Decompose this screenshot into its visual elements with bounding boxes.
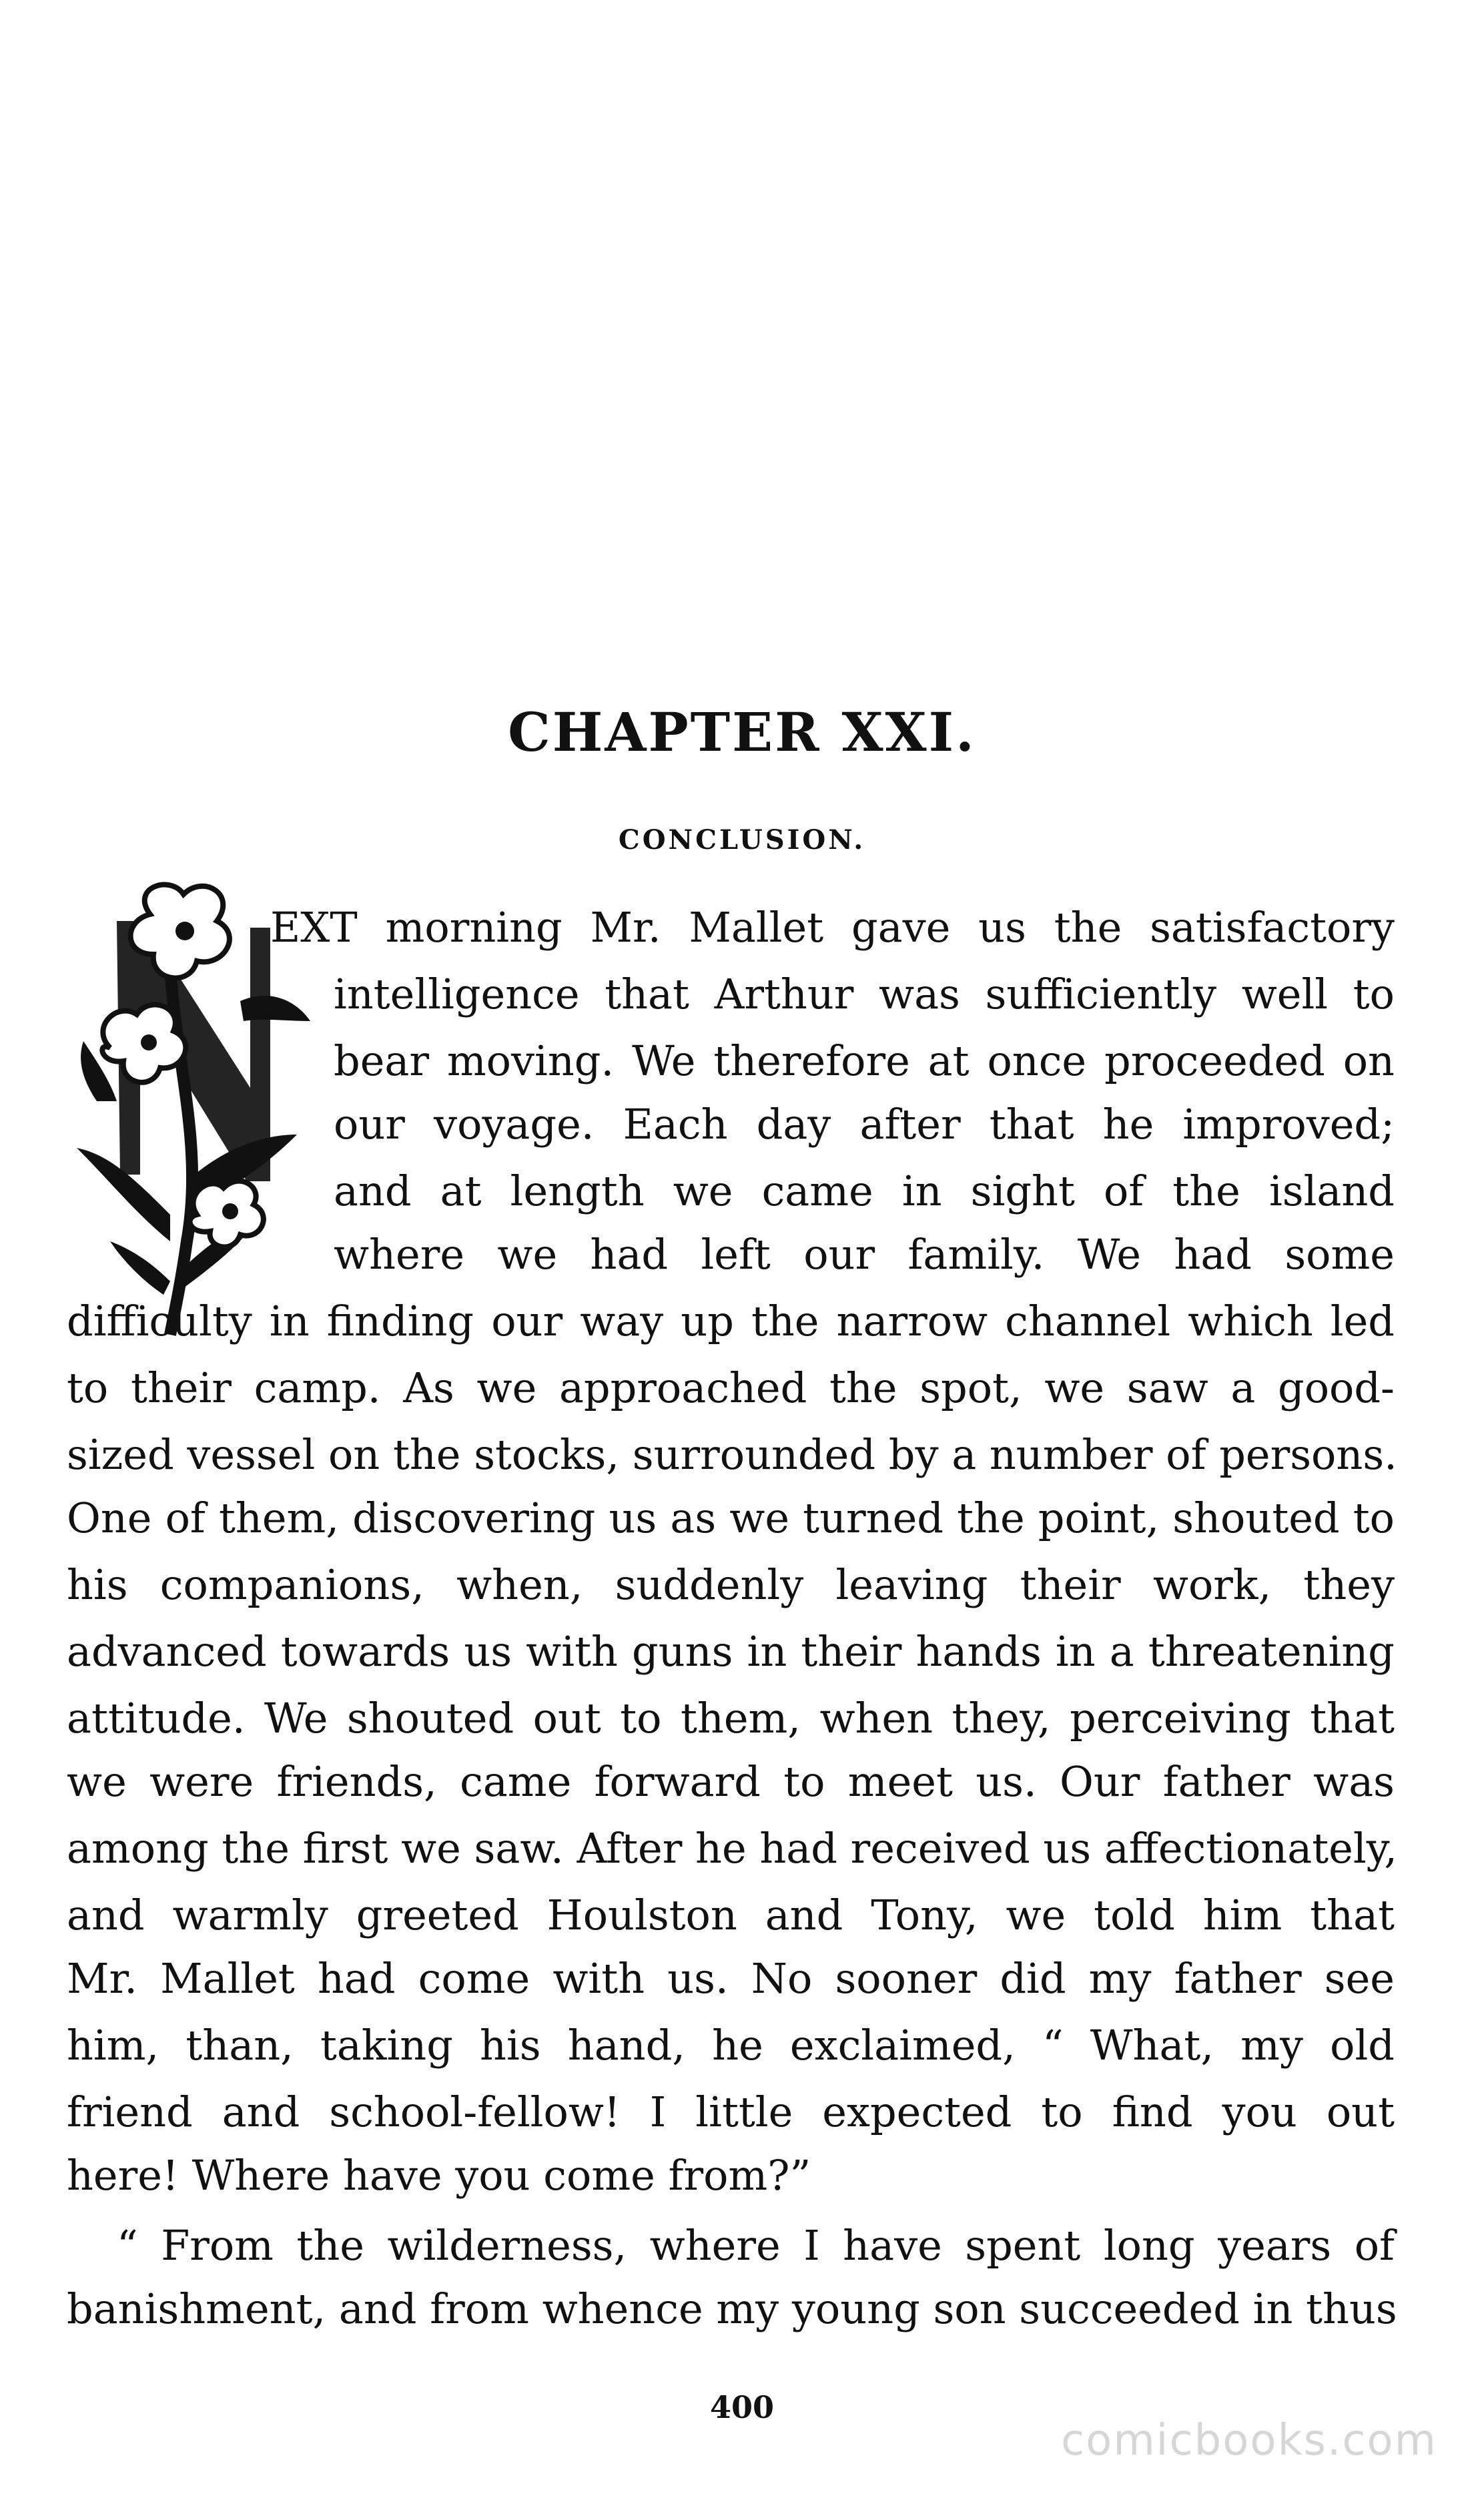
text-line: among the first we saw. After he had received us affectionately, <box>67 1824 1398 1873</box>
text-line: sized vessel on the stocks, surrounded by a number of persons. <box>67 1430 1397 1479</box>
text-line: and at length we came in sight of the island <box>334 1167 1395 1215</box>
text-line: Mr. Mallet had come with us. No sooner did my father see <box>67 1954 1395 2003</box>
text-line: advanced towards us with guns in their hands in a threatening <box>67 1627 1395 1676</box>
text-line: our voyage. Each day after that he improved; <box>334 1100 1395 1149</box>
chapter-title: CHAPTER XXI. <box>508 701 976 763</box>
text-line: friend and school-fellow! I little expected to find you out <box>67 2088 1395 2136</box>
text-line: his companions, when, suddenly leaving their work, they <box>67 1560 1395 1609</box>
text-line: to their camp. As we approached the spot, we saw a good- <box>67 1363 1395 1412</box>
text-line: where we had left our family. We had some <box>334 1230 1395 1279</box>
text-line: banishment, and from whence my young son succeeded in thus <box>67 2284 1397 2333</box>
page-number: 400 <box>709 2389 775 2425</box>
text-line: him, than, taking his hand, he exclaimed, “ What, my old <box>67 2021 1395 2070</box>
text-line: here! Where have you come from?” <box>67 2151 811 2200</box>
text-line: One of them, discovering us as we turned the point, shouted to <box>67 1494 1395 1542</box>
text-line: difficulty in finding our way up the narrow channel which led <box>67 1297 1395 1345</box>
text-line: “ From the wilderness, where I have spent long years of <box>117 2221 1395 2270</box>
text-line: attitude. We shouted out to them, when they, perceiving that <box>67 1694 1395 1743</box>
text-line: we were friends, came forward to meet us. Our father was <box>67 1757 1395 1806</box>
text-line: intelligence that Arthur was sufficiently well to <box>334 970 1395 1018</box>
text-line: EXT morning Mr. Mallet gave us the satisfactory <box>270 903 1395 952</box>
text-line: bear moving. We therefore at once proceeded on <box>334 1036 1395 1085</box>
text-line: and warmly greeted Houlston and Tony, we told him that <box>67 1891 1395 1939</box>
section-title: CONCLUSION. <box>618 824 866 856</box>
watermark: comicbooks.com <box>1060 2416 1437 2465</box>
